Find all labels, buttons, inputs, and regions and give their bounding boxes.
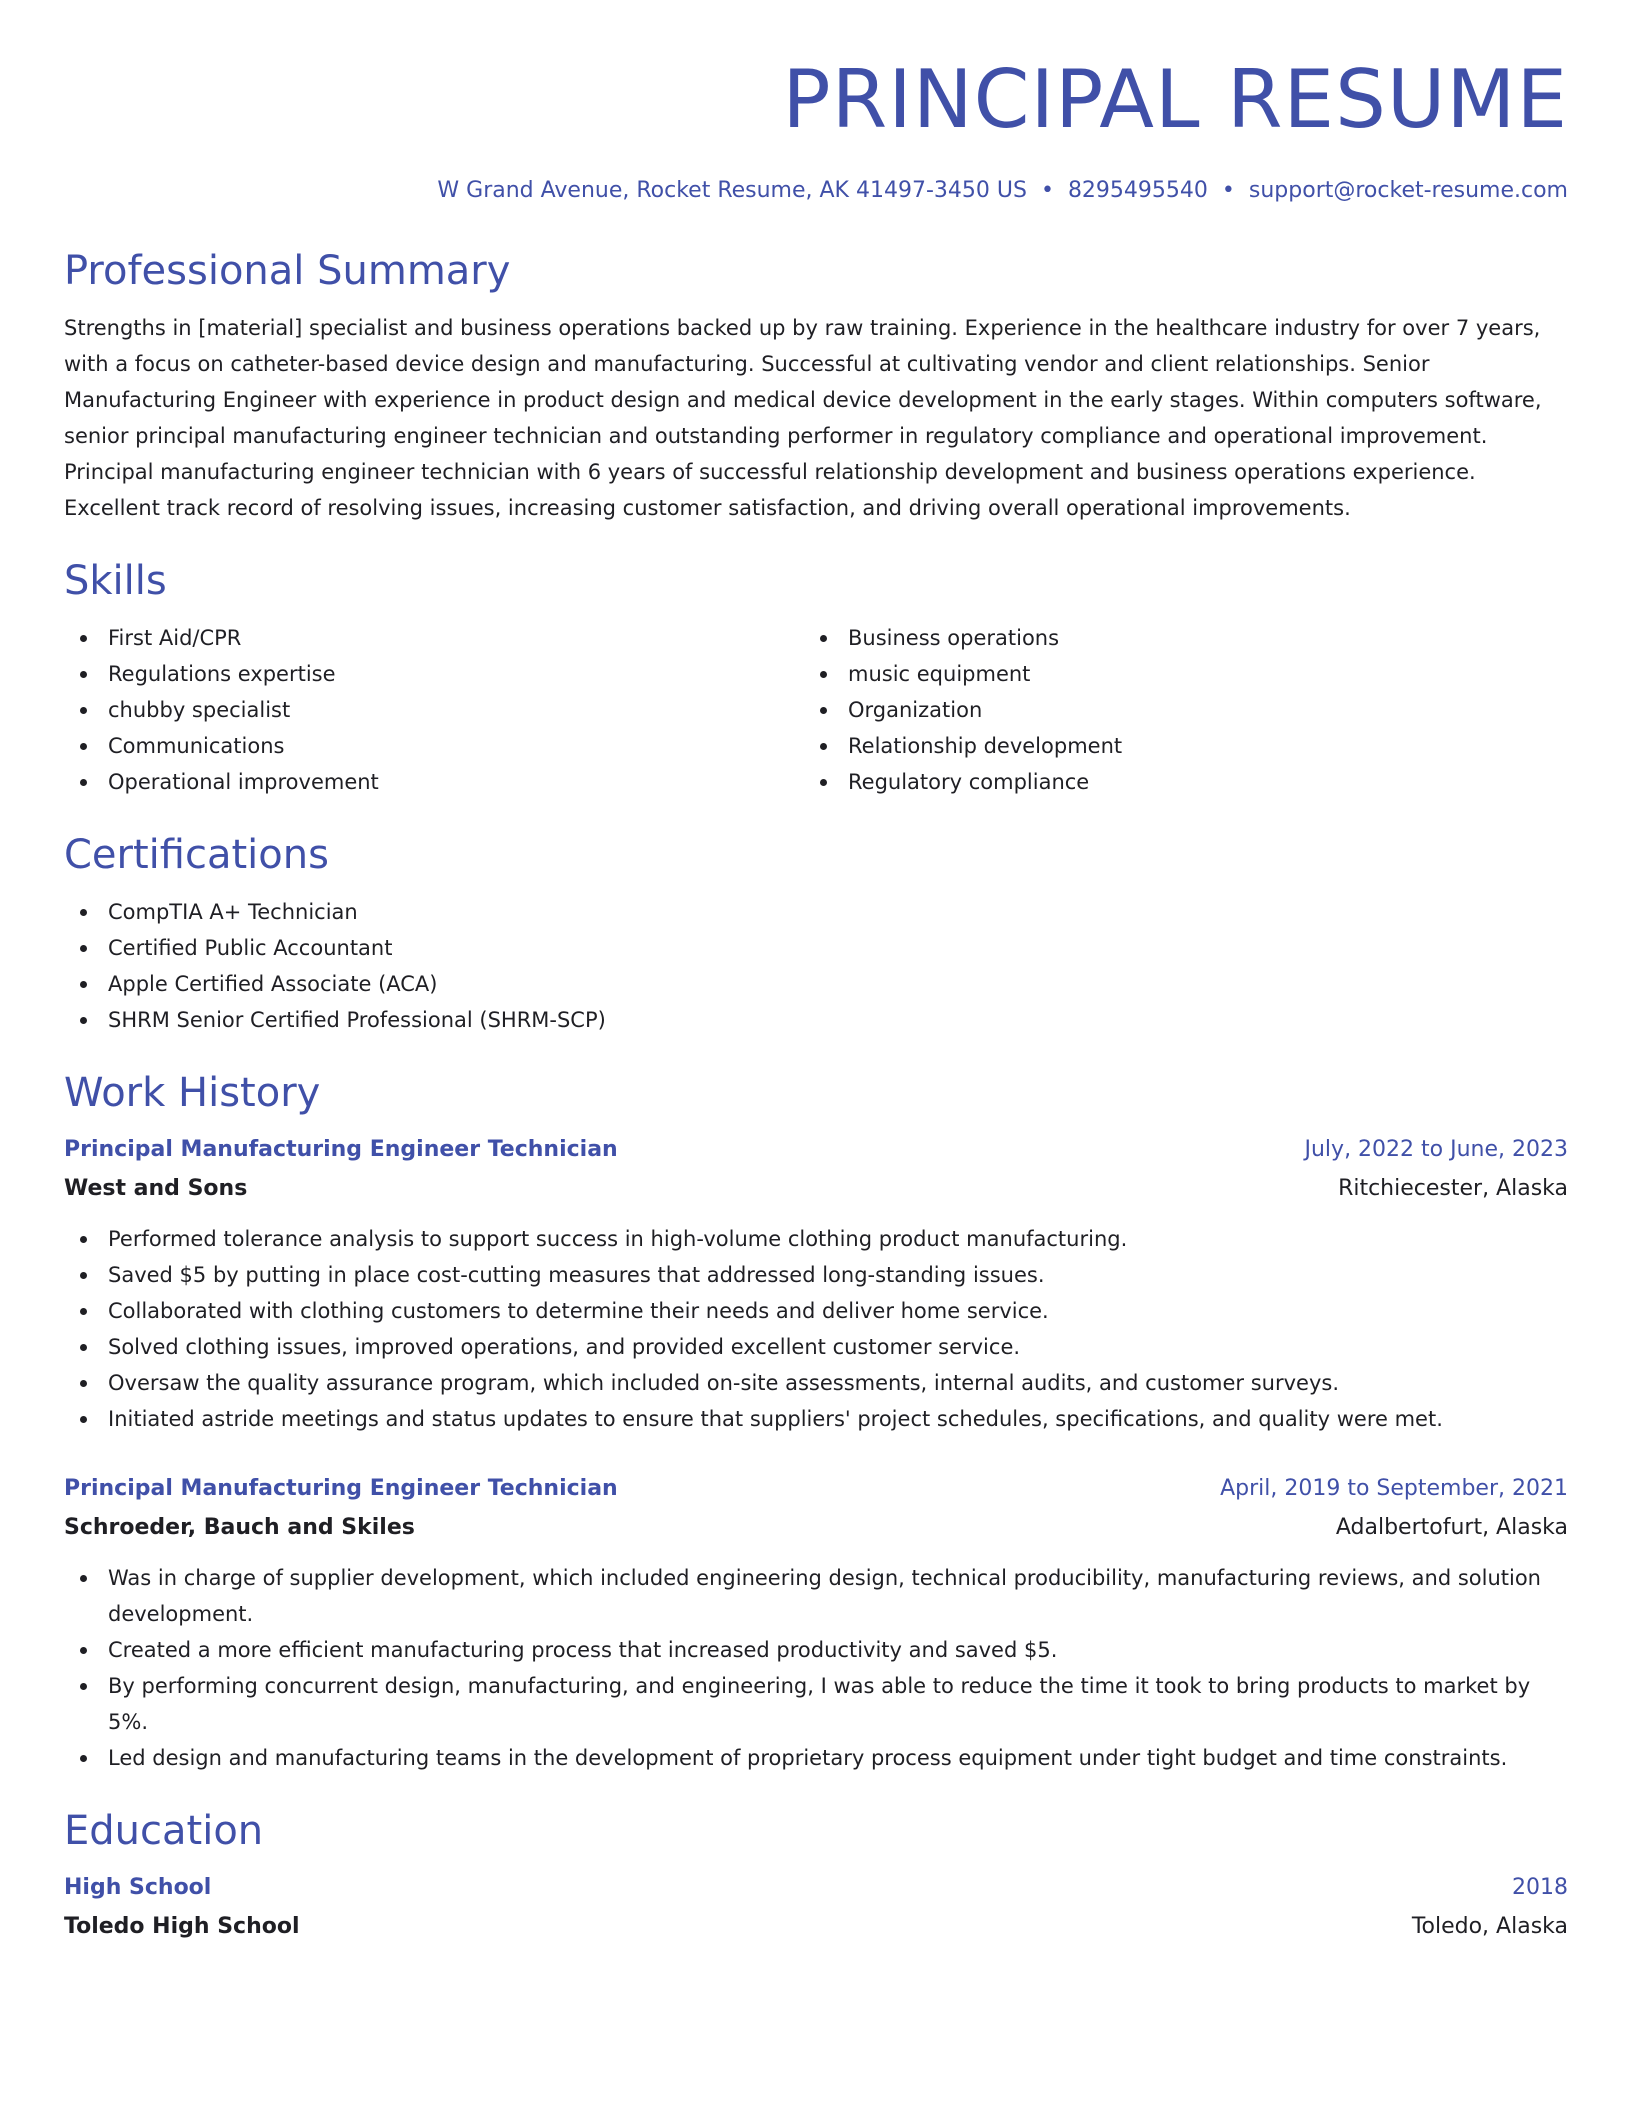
contact-address: W Grand Avenue, Rocket Resume, AK 41497-3450 US [437, 178, 1027, 203]
certifications-heading: Certifications [64, 832, 329, 878]
summary-text: Strengths in [material] specialist and business operations backed up by raw training. Experience in the healthcare industry for over 7 years, with a focus on catheter-based device design and manufacturing. Successful at cultivating vendor and client relationships. Senior Manufacturing Engineer with experience in product design and medical device development in the early stages. Within computers software, senior principal manufacturing engineer technician and outstanding performer in regulatory compliance and operational improvement. Principal manufacturing engineer technician with 6 years of successful relationship development and business operations experience. Excellent track record of resolving issues, increasing customer satisfaction, and driving overall operational improvements. [64, 316, 1542, 520]
education-year: 2018 [1512, 1875, 1568, 1900]
education-school: Toledo High School [64, 1914, 300, 1939]
education-school-row [64, 1906, 1568, 1945]
job-bullet: Performed tolerance analysis to support success in high-volume clothing product manufacturing. [64, 1221, 1568, 1257]
contact-separator: • [1040, 178, 1054, 203]
certification-item: CompTIA A+ Technician [64, 894, 1568, 930]
work-history-heading: Work History [64, 1070, 321, 1116]
skills-section [64, 556, 1568, 800]
work-history-section [64, 1068, 1568, 1776]
contact-separator: • [1221, 178, 1235, 203]
job-bullet: Oversaw the quality assurance program, which included on-site assessments, internal audits, and customer surveys. [64, 1365, 1568, 1401]
skill-item: Regulatory compliance [804, 764, 1544, 800]
education-entry [64, 1870, 1568, 1945]
skills-heading: Skills [64, 558, 167, 604]
job-employer-row [64, 1507, 1568, 1546]
job-bullet: Initiated astride meetings and status updates to ensure that suppliers' project schedules, specifications, and quality were met. [64, 1401, 1568, 1437]
job-bullet: Solved clothing issues, improved operations, and provided excellent customer service. [64, 1329, 1568, 1365]
certifications-list [64, 894, 1568, 1038]
skill-item: chubby specialist [64, 692, 804, 728]
job-entry [64, 1471, 1568, 1776]
job-bullets [64, 1560, 1568, 1776]
summary-heading: Professional Summary [64, 248, 511, 294]
skill-item: Operational improvement [64, 764, 804, 800]
certifications-section [64, 830, 1568, 1038]
job-bullet: Created a more efficient manufacturing process that increased productivity and saved $5. [64, 1632, 1568, 1668]
job-bullets [64, 1221, 1568, 1437]
resume-header [64, 52, 1568, 206]
skill-item: Relationship development [804, 728, 1544, 764]
contact-phone: 8295495540 [1067, 178, 1208, 203]
skill-item: First Aid/CPR [64, 620, 804, 656]
skill-item: music equipment [804, 656, 1544, 692]
job-entry [64, 1132, 1568, 1437]
education-location: Toledo, Alaska [1411, 1914, 1568, 1939]
skill-item: Organization [804, 692, 1544, 728]
education-heading: Education [64, 1808, 264, 1854]
skills-list-left [64, 620, 804, 800]
skills-list-right [804, 620, 1544, 800]
job-location: Ritchiecester, Alaska [1338, 1176, 1568, 1201]
contact-email: support@rocket-resume.com [1248, 178, 1568, 203]
contact-line [64, 176, 1568, 206]
job-bullet: Collaborated with clothing customers to determine their needs and deliver home service. [64, 1293, 1568, 1329]
job-dates: April, 2019 to September, 2021 [1220, 1476, 1568, 1501]
skill-item: Communications [64, 728, 804, 764]
education-degree: High School [64, 1875, 212, 1900]
education-section [64, 1806, 1568, 1945]
job-dates: July, 2022 to June, 2023 [1304, 1137, 1568, 1162]
job-employer: West and Sons [64, 1176, 248, 1201]
job-title-row [64, 1132, 1568, 1168]
skill-item: Business operations [804, 620, 1544, 656]
certification-item: Apple Certified Associate (ACA) [64, 966, 1568, 1002]
summary-section [64, 246, 1568, 526]
job-bullet: By performing concurrent design, manufacturing, and engineering, I was able to reduce the time it took to bring products to market by 5%. [64, 1668, 1568, 1740]
job-employer-row [64, 1168, 1568, 1207]
certification-item: Certified Public Accountant [64, 930, 1568, 966]
job-bullet: Led design and manufacturing teams in the development of proprietary process equipment under tight budget and time constraints. [64, 1740, 1568, 1776]
skills-columns [64, 620, 1568, 800]
certification-item: SHRM Senior Certified Professional (SHRM-SCP) [64, 1002, 1568, 1038]
job-employer: Schroeder, Bauch and Skiles [64, 1515, 415, 1540]
job-title: Principal Manufacturing Engineer Technician [64, 1137, 618, 1162]
job-title: Principal Manufacturing Engineer Technician [64, 1476, 618, 1501]
job-title-row [64, 1471, 1568, 1507]
education-degree-row [64, 1870, 1568, 1906]
job-bullet: Saved $5 by putting in place cost-cutting measures that addressed long-standing issues. [64, 1257, 1568, 1293]
skill-item: Regulations expertise [64, 656, 804, 692]
job-bullet: Was in charge of supplier development, which included engineering design, technical producibility, manufacturing reviews, and solution development. [64, 1560, 1568, 1632]
candidate-name: PRINCIPAL RESUME [782, 53, 1568, 146]
job-location: Adalbertofurt, Alaska [1335, 1515, 1568, 1540]
